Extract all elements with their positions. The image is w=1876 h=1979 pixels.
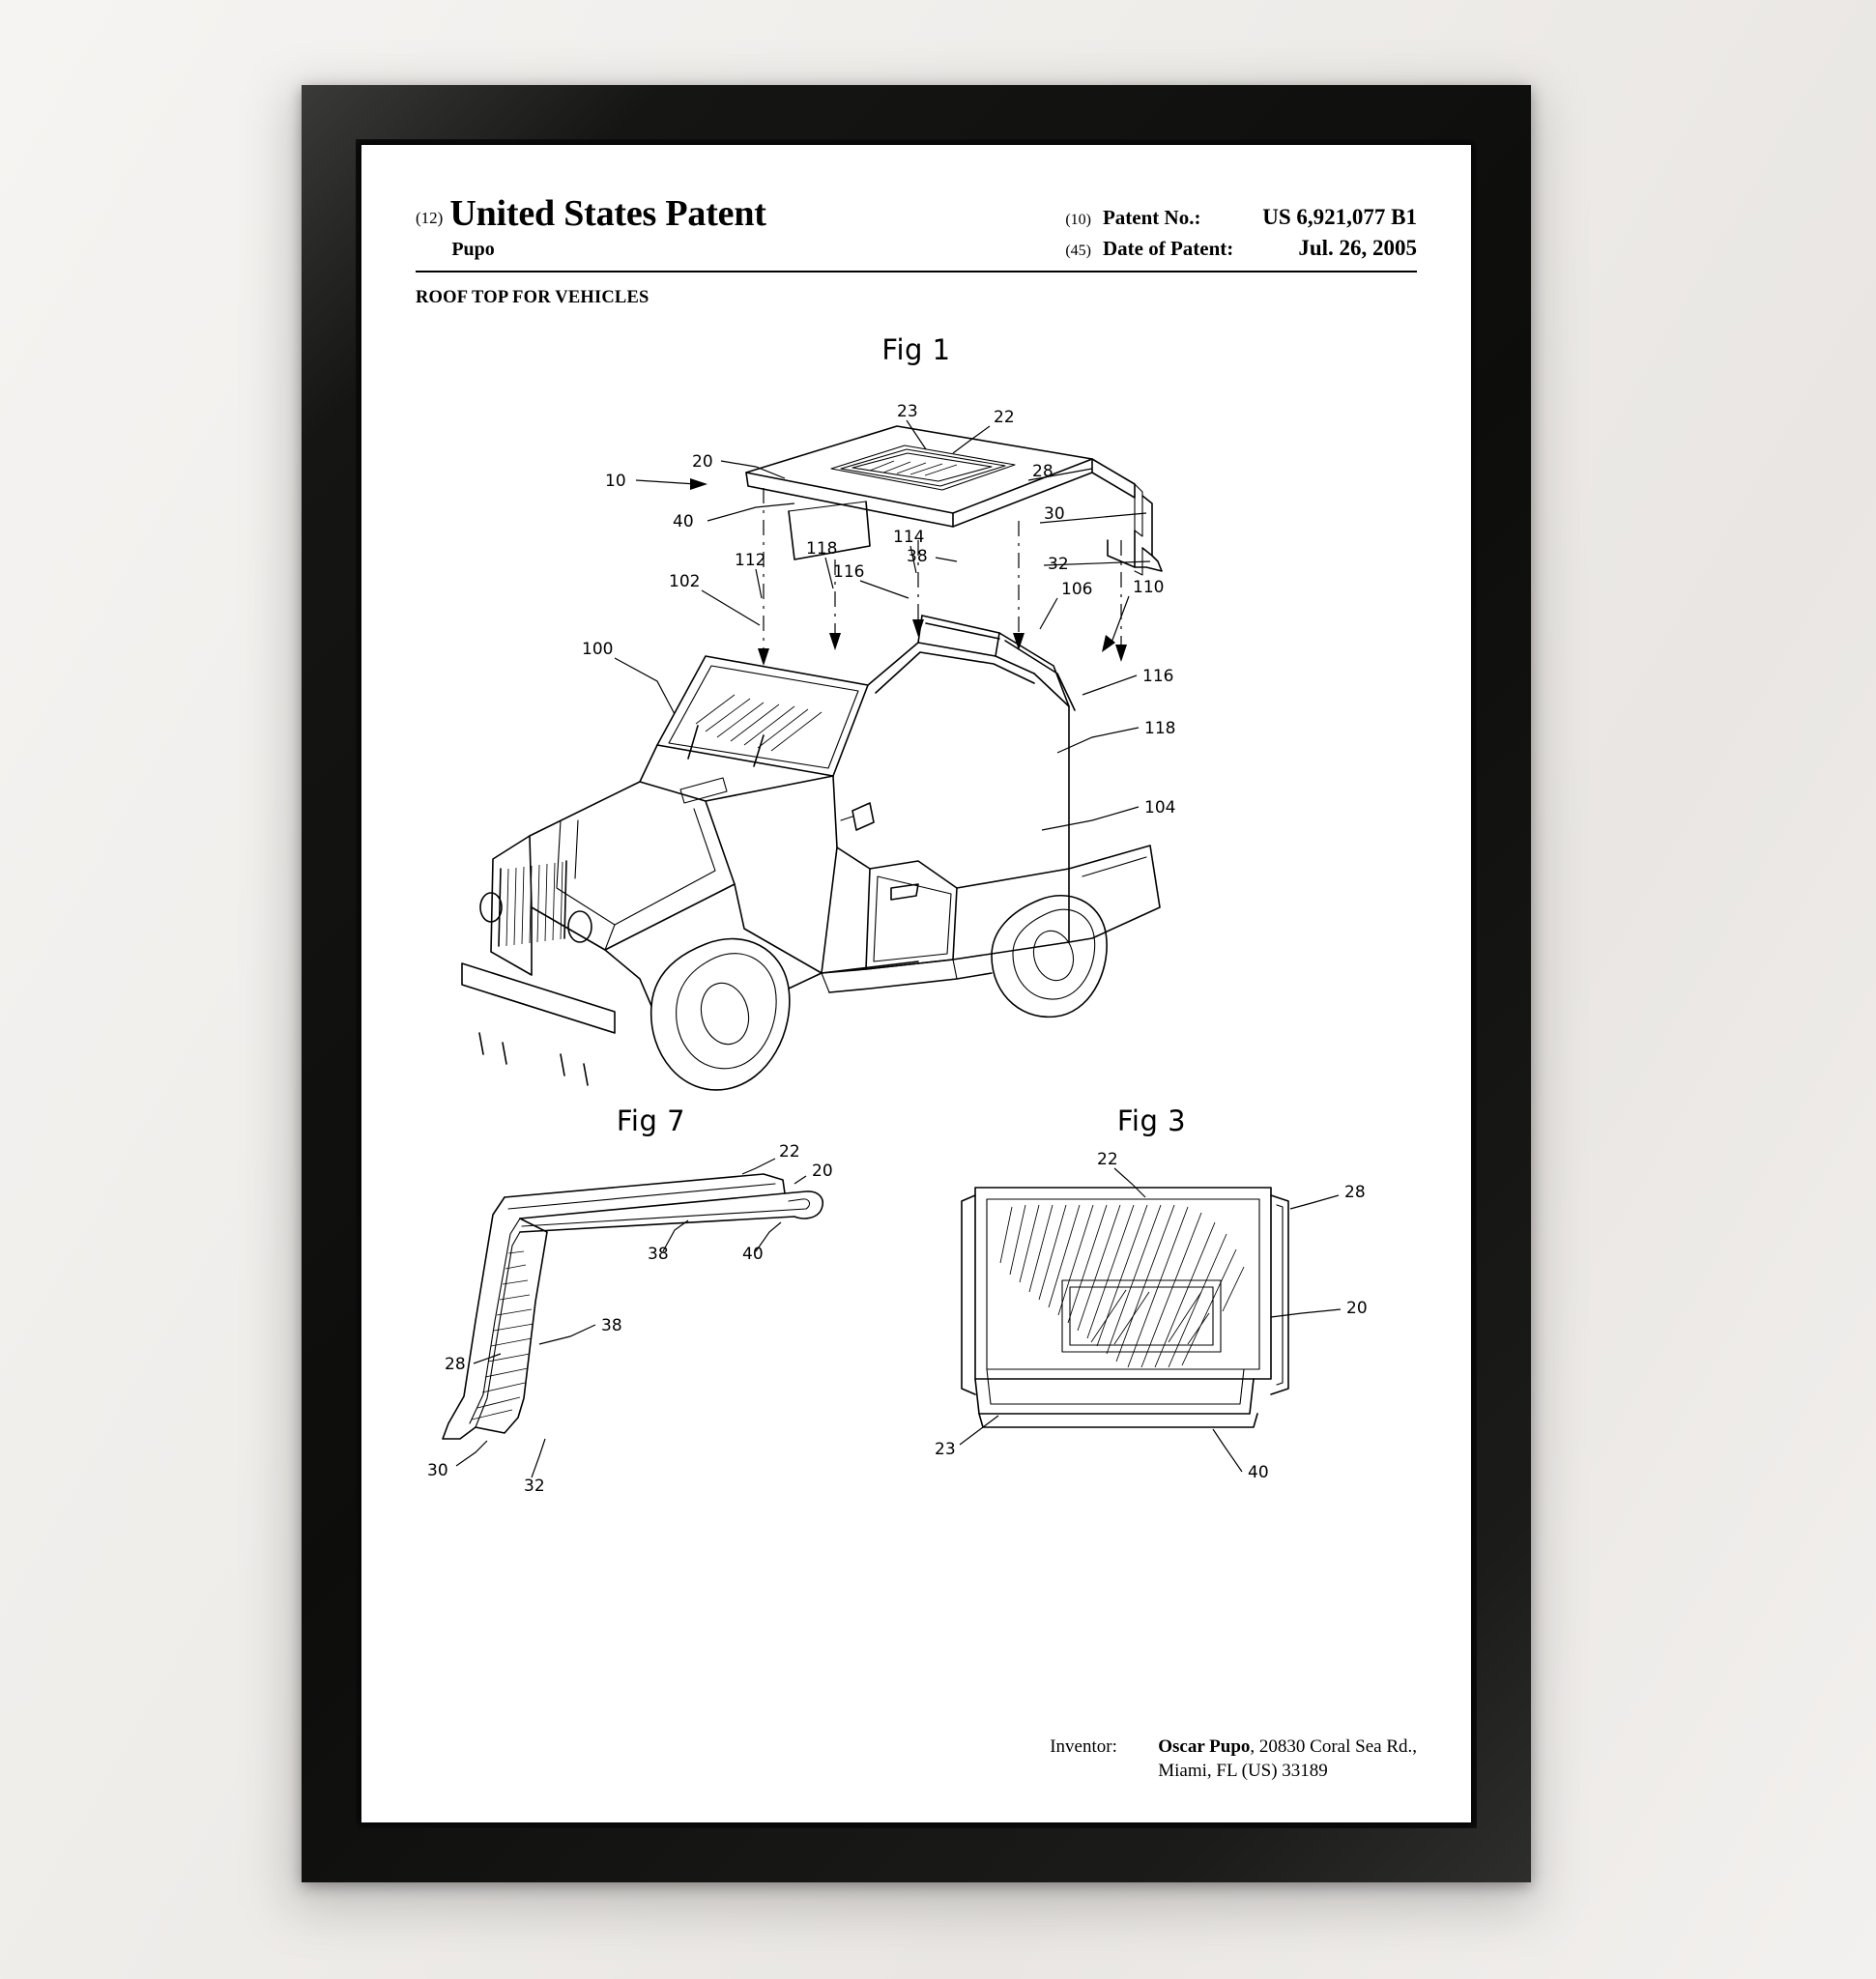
fig1-ref-22: 22 <box>994 408 1015 427</box>
fig3-caption: Fig 3 <box>1116 1104 1187 1137</box>
fig1-caption: Fig 1 <box>881 333 951 366</box>
fig1-ref-110: 110 <box>1133 578 1165 597</box>
fig7-ref-38a: 38 <box>648 1245 669 1264</box>
fig7-ref-20: 20 <box>812 1162 833 1181</box>
fig7-ref-38b: 38 <box>601 1316 622 1335</box>
date-of-patent-label: Date of Patent: <box>1102 237 1234 260</box>
inventor-address-row <box>1050 1759 1417 1784</box>
fig1-ref-102: 102 <box>669 572 701 591</box>
fig1-ref-118: 118 <box>806 539 838 559</box>
picture-frame <box>302 85 1531 1882</box>
patent-sheet <box>361 145 1471 1822</box>
page-title: United States Patent <box>449 193 766 234</box>
fig7-ref-40: 40 <box>742 1245 764 1264</box>
patent-header <box>416 195 1417 261</box>
fig3-ref-28: 28 <box>1343 1183 1366 1202</box>
fig1-ref-10: 10 <box>605 472 626 491</box>
inventor-footer <box>1050 1735 1417 1784</box>
patent-header-left <box>416 195 766 261</box>
inventor-address-line1: , 20830 Coral Sea Rd., <box>1250 1735 1417 1757</box>
inventor-row <box>1050 1735 1417 1760</box>
fig7-ref-22: 22 <box>779 1142 800 1162</box>
fig1-alignment-arrows <box>758 488 1127 666</box>
patent-no-value: US 6,921,077 B1 <box>1262 205 1417 229</box>
patent-page <box>361 145 1471 1822</box>
inventor-surname: Pupo <box>451 238 495 260</box>
fig1-ref-112: 112 <box>735 551 766 570</box>
fig7-drawing <box>416 1137 899 1514</box>
fig1-ref-40: 40 <box>673 512 694 531</box>
fig1-ref-114: 114 <box>893 528 925 547</box>
fig1-vehicle <box>462 616 1160 1090</box>
fig1-ref-100: 100 <box>582 640 614 659</box>
inventor-name-address <box>1158 1735 1417 1760</box>
lower-figures-row <box>416 1104 1417 1514</box>
fig1-ref-23: 23 <box>897 402 918 421</box>
figure-7 <box>416 1104 886 1514</box>
fig7-ref-28: 28 <box>445 1355 466 1374</box>
fig7-ref-32: 32 <box>524 1477 545 1496</box>
footer-spacer <box>1050 1759 1158 1784</box>
fig3-ref-23: 23 <box>934 1440 956 1459</box>
figure-1 <box>416 366 1417 1101</box>
figure-3 <box>886 1104 1417 1514</box>
fig7-caption: Fig 7 <box>616 1104 686 1137</box>
fig3-ref-40: 40 <box>1247 1463 1269 1482</box>
fig1-ref-118b: 118 <box>1144 719 1176 738</box>
document-title: ROOF TOP FOR VEHICLES <box>416 288 649 307</box>
fig1-ref-32: 32 <box>1048 555 1069 574</box>
date-of-patent-value: Jul. 26, 2005 <box>1298 236 1417 260</box>
fig1-ref-116b: 116 <box>1142 667 1174 686</box>
fig1-ref-20: 20 <box>692 452 713 472</box>
fig1-ref-104: 104 <box>1144 798 1176 817</box>
fig1-ref-116: 116 <box>833 562 865 582</box>
inventor-label: Inventor: <box>1050 1735 1117 1757</box>
fig3-drawing <box>886 1137 1428 1514</box>
fig1-ref-28: 28 <box>1032 462 1053 481</box>
fig1-ref-labels <box>582 402 1175 817</box>
fig3-ref-20: 20 <box>1345 1299 1368 1318</box>
inventor-address-line2: Miami, FL (US) 33189 <box>1158 1761 1328 1782</box>
kind-code-12: (12) <box>416 209 444 227</box>
fig1-ref-106: 106 <box>1061 580 1093 599</box>
fig3-ref-22: 22 <box>1096 1150 1118 1169</box>
fig7-ref-30: 30 <box>427 1461 448 1480</box>
fig1-ref-30: 30 <box>1044 504 1065 524</box>
patent-header-right <box>1065 195 1417 261</box>
header-divider <box>416 271 1417 272</box>
fig1-ref-38: 38 <box>907 547 928 566</box>
patent-no-label: Patent No.: <box>1102 206 1201 229</box>
code-10: (10) <box>1065 212 1091 228</box>
code-45: (45) <box>1065 243 1091 259</box>
inventor-name: Oscar Pupo <box>1158 1735 1251 1757</box>
fig1-drawing <box>416 366 1440 1101</box>
